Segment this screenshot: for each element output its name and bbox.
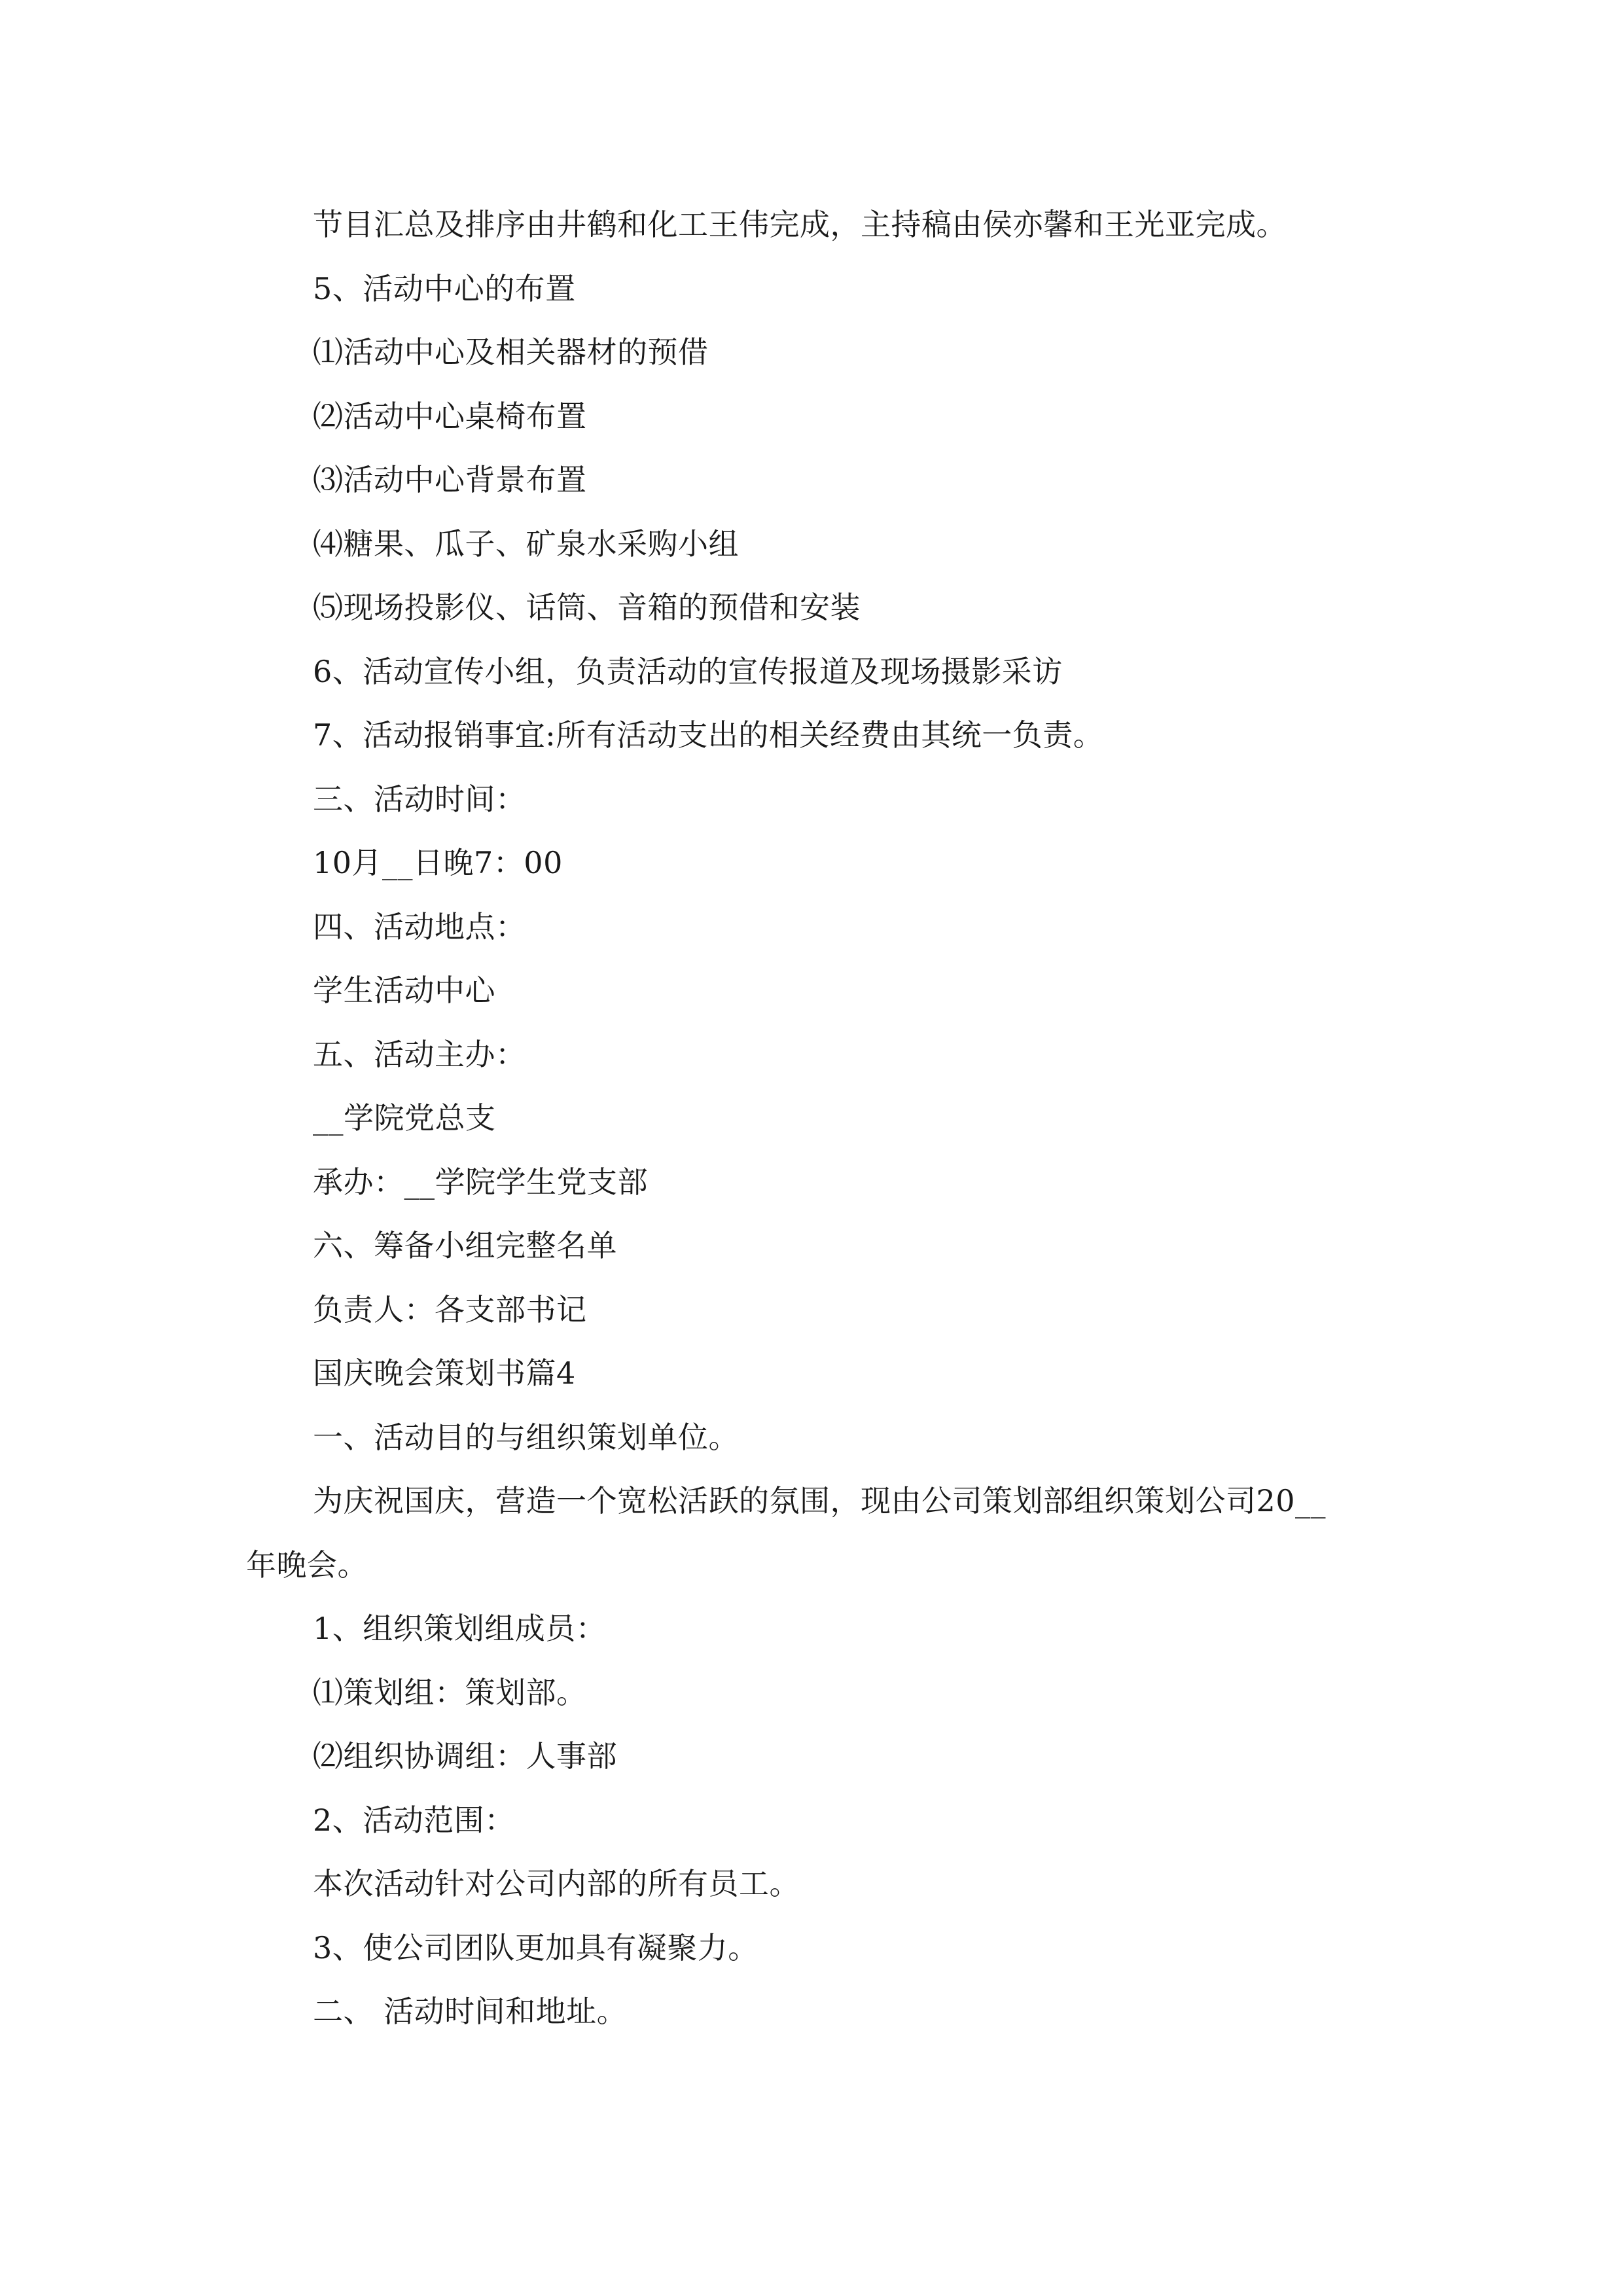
section-item-publicity: 6、活动宣传小组，负责活动的宣传报道及现场摄影采访 bbox=[313, 653, 1063, 689]
heading-activity-time: 三、活动时间： bbox=[313, 781, 526, 817]
text-activity-host: __学院党总支 bbox=[313, 1100, 496, 1136]
heading-purpose-and-organizers: 一、活动目的与组织策划单位。 bbox=[313, 1419, 739, 1455]
heading-committee-list: 六、筹备小组完整名单 bbox=[313, 1228, 617, 1263]
text-activity-location: 学生活动中心 bbox=[313, 973, 495, 1008]
list-item-equipment-booking: ⑴活动中心及相关器材的预借 bbox=[313, 334, 709, 370]
section-item-reimbursement: 7、活动报销事宜:所有活动支出的相关经费由其统一负责。 bbox=[313, 717, 1104, 753]
paragraph-program-summary: 节目汇总及排序由井鹤和化工王伟完成，主持稿由侯亦馨和王光亚完成。 bbox=[313, 207, 1287, 242]
heading-activity-host: 五、活动主办： bbox=[313, 1036, 526, 1072]
text-activity-organizer: 承办：__学院学生党支部 bbox=[313, 1164, 648, 1200]
text-person-in-charge: 负责人：各支部书记 bbox=[313, 1291, 587, 1327]
list-item-planning-group: ⑴策划组：策划部。 bbox=[313, 1674, 587, 1710]
list-item-av-equipment: ⑸现场投影仪、话筒、音箱的预借和安装 bbox=[313, 590, 861, 625]
list-item-table-chair-setup: ⑵活动中心桌椅布置 bbox=[313, 398, 587, 434]
list-item-background-setup: ⑶活动中心背景布置 bbox=[313, 462, 587, 497]
heading-activity-location: 四、活动地点： bbox=[313, 908, 526, 944]
text-activity-time: 10月__日晚7：00 bbox=[313, 845, 563, 880]
text-activity-scope: 本次活动针对公司内部的所有员工。 bbox=[313, 1866, 800, 1901]
document-body bbox=[246, 193, 1385, 2044]
heading-time-and-address: 二、 活动时间和地址。 bbox=[313, 1994, 628, 2029]
section-item-activity-scope: 2、活动范围： bbox=[313, 1802, 515, 1838]
section-item-team-cohesion: 3、使公司团队更加具有凝聚力。 bbox=[313, 1929, 758, 1965]
section-item-planning-members: 1、组织策划组成员： bbox=[313, 1611, 607, 1646]
list-item-coordination-group: ⑵组织协调组：人事部 bbox=[313, 1738, 617, 1774]
paragraph-purpose: 为庆祝国庆，营造一个宽松活跃的氛围，现由公司策划部组织策划公司20__ bbox=[313, 1483, 1327, 1518]
section-item-venue-setup: 5、活动中心的布置 bbox=[313, 270, 576, 306]
paragraph-purpose-continued: 年晚会。 bbox=[246, 1547, 368, 1583]
heading-plan-4: 国庆晚会策划书篇4 bbox=[313, 1355, 576, 1391]
list-item-snack-purchase: ⑷糖果、瓜子、矿泉水采购小组 bbox=[313, 526, 739, 562]
